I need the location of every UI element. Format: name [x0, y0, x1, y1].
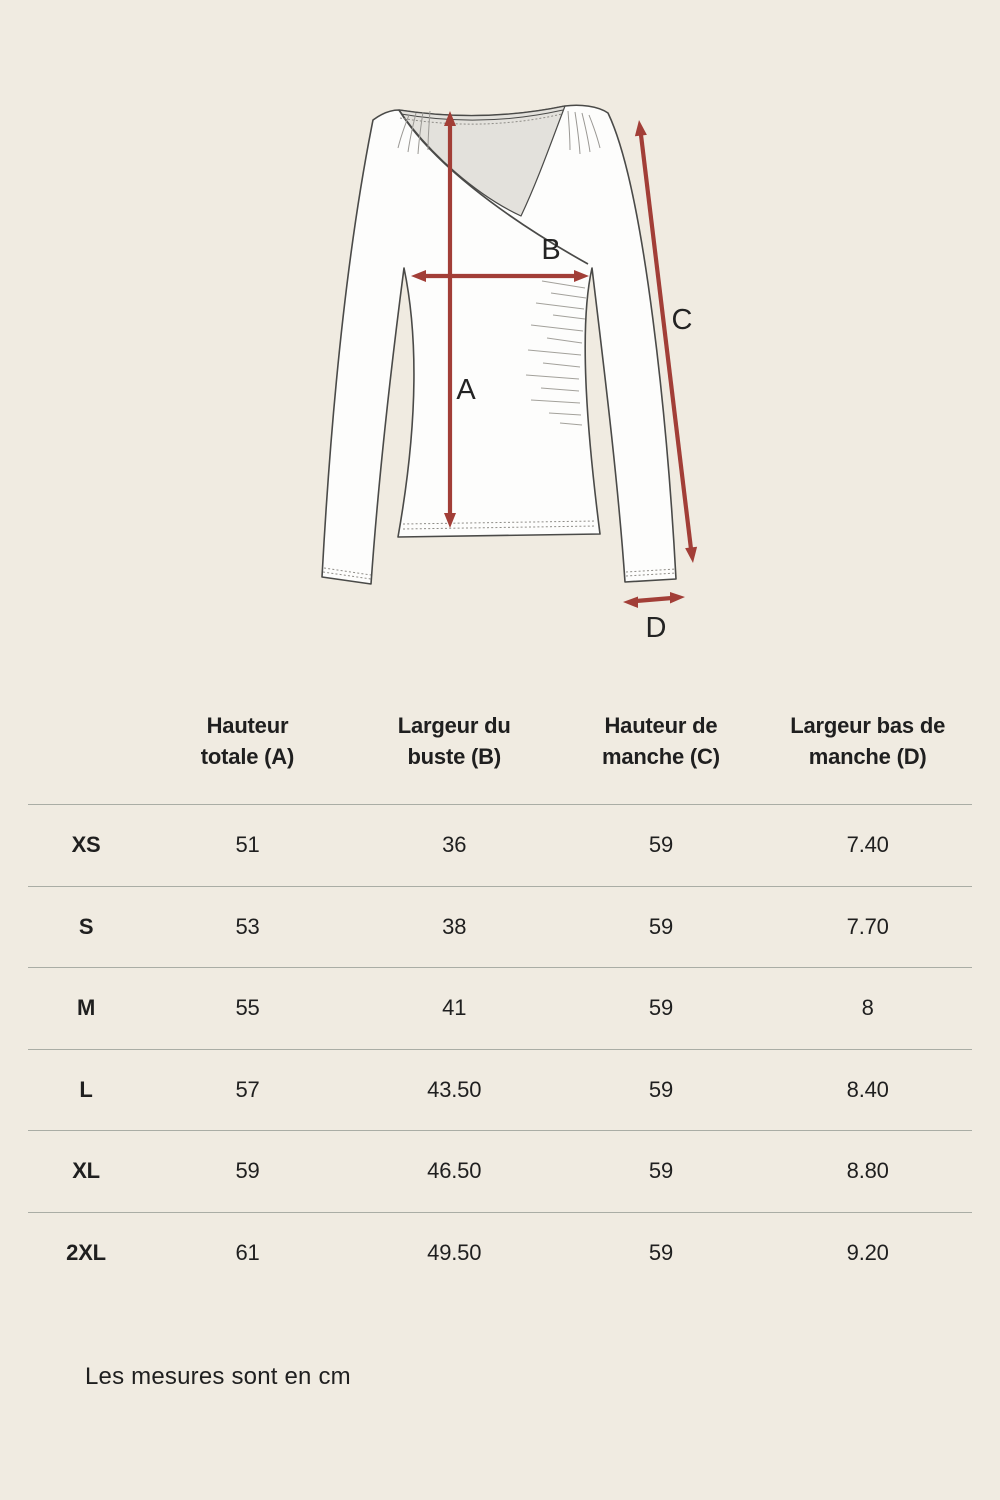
- column-header-total-height: [144, 710, 351, 804]
- value-cell: 59: [648, 832, 673, 858]
- measurement-label-b: B: [541, 234, 561, 266]
- column-header-cuff-width: [764, 710, 971, 804]
- measurement-arrow-d: [623, 592, 685, 608]
- column-header-label: Largeur bas de manche (D): [790, 713, 946, 769]
- value-cell: 59: [648, 1239, 673, 1265]
- table-row: [28, 967, 972, 1049]
- size-cell: M: [76, 995, 96, 1021]
- value-cell: 8: [861, 995, 874, 1021]
- value-cell: 7.70: [846, 913, 889, 939]
- value-cell: 61: [235, 1239, 260, 1265]
- table-row: [28, 1049, 972, 1131]
- value-cell: 59: [648, 995, 673, 1021]
- value-cell: 59: [648, 1158, 673, 1184]
- value-cell: 41: [442, 995, 467, 1021]
- measurement-label-c: C: [671, 304, 693, 336]
- value-cell: 7.40: [846, 832, 889, 858]
- table-row: [28, 886, 972, 968]
- garment-figure: [0, 0, 1000, 680]
- measurement-label-a: A: [456, 374, 476, 406]
- table-row: [28, 1212, 972, 1294]
- value-cell: 49.50: [427, 1239, 482, 1265]
- column-header-label: Hauteur totale (A): [200, 713, 295, 769]
- value-cell: 59: [648, 1076, 673, 1102]
- column-header-bust-width: [351, 710, 558, 804]
- value-cell: 43.50: [427, 1076, 482, 1102]
- garment-diagram: [0, 0, 1000, 680]
- measurement-unit-note: Les mesures sont en cm: [85, 1363, 351, 1390]
- value-cell: 55: [235, 995, 260, 1021]
- size-cell: XL: [72, 1158, 100, 1184]
- size-table: [28, 680, 972, 1293]
- value-cell: 59: [648, 913, 673, 939]
- value-cell: 53: [235, 913, 260, 939]
- value-cell: 51: [235, 832, 260, 858]
- value-cell: 46.50: [427, 1158, 482, 1184]
- value-cell: 57: [235, 1076, 260, 1102]
- table-header-row: [28, 680, 972, 804]
- size-column-header: [28, 710, 144, 804]
- value-cell: 36: [442, 832, 467, 858]
- size-cell: L: [79, 1076, 93, 1102]
- value-cell: 8.40: [846, 1076, 889, 1102]
- column-header-label: Largeur du buste (B): [397, 713, 511, 769]
- value-cell: 8.80: [846, 1158, 889, 1184]
- size-cell: 2XL: [66, 1239, 106, 1265]
- size-cell: XS: [71, 832, 101, 858]
- measurement-label-d: D: [645, 612, 667, 644]
- value-cell: 38: [442, 913, 467, 939]
- table-row: [28, 1130, 972, 1212]
- column-header-label: Hauteur de manche (C): [602, 713, 720, 769]
- value-cell: 9.20: [846, 1239, 889, 1265]
- table-row: [28, 804, 972, 886]
- value-cell: 59: [235, 1158, 260, 1184]
- column-header-sleeve-height: [558, 710, 765, 804]
- size-cell: S: [78, 913, 94, 939]
